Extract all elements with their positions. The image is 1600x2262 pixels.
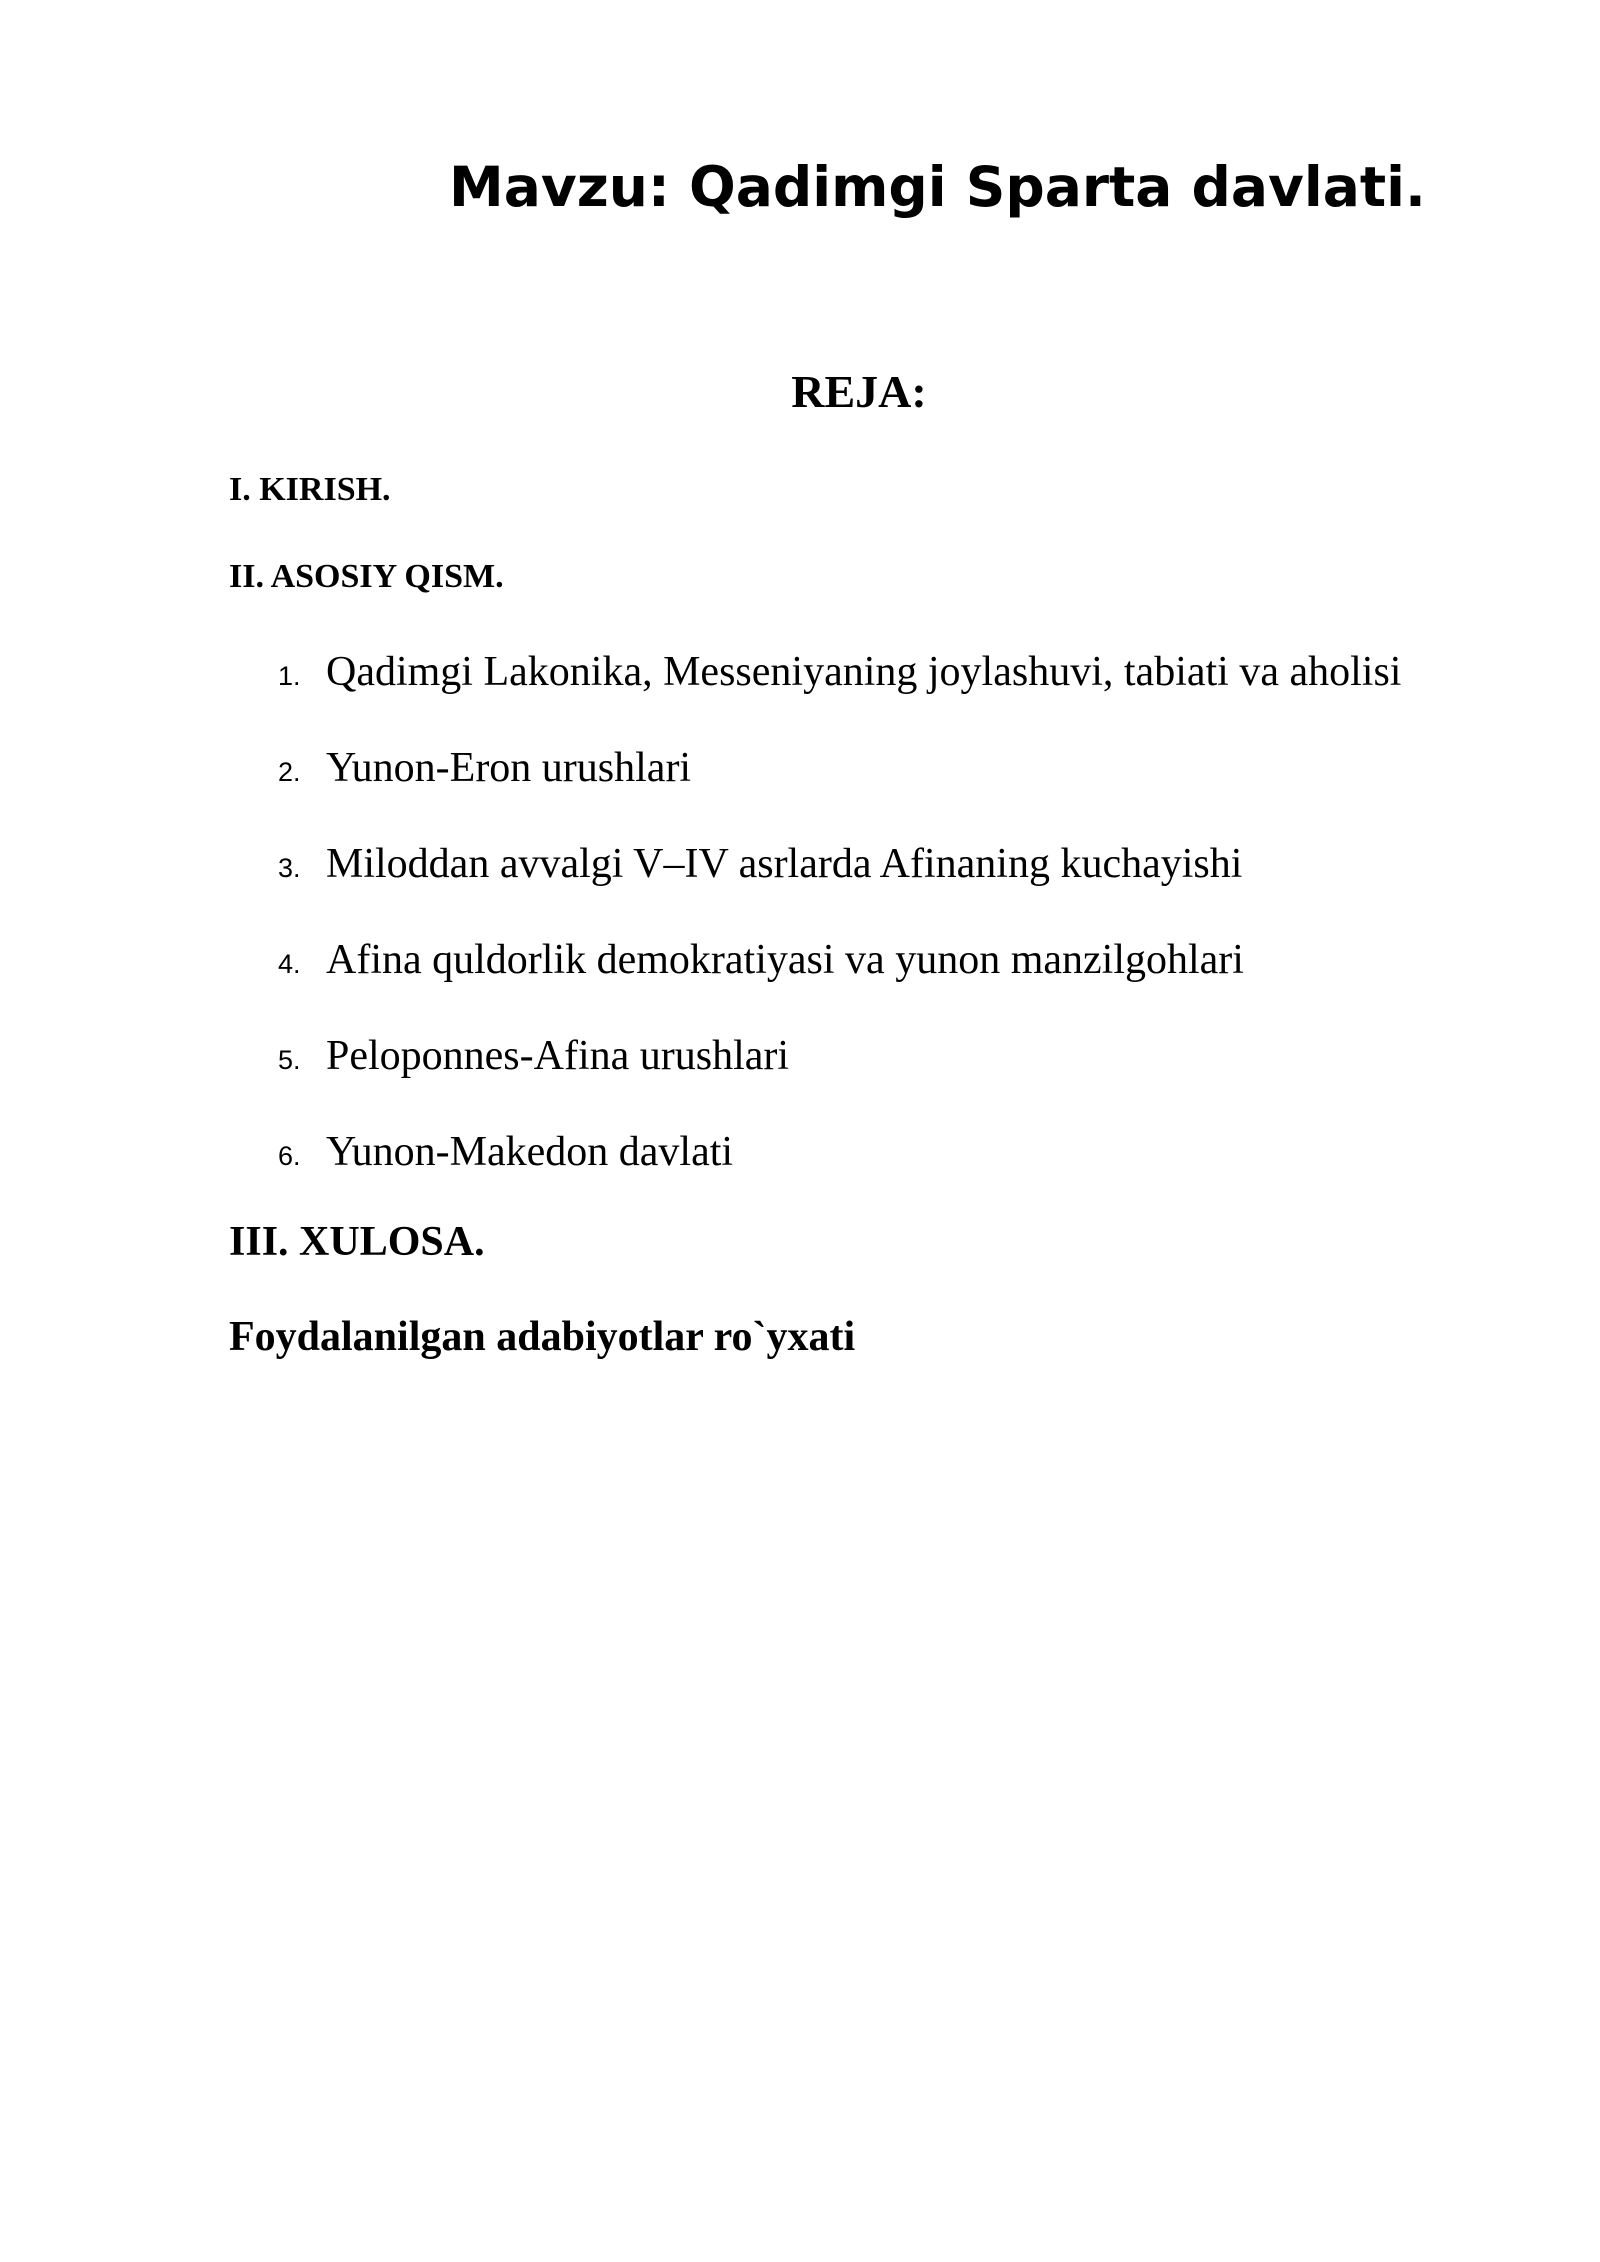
list-number: 6. bbox=[278, 1141, 301, 1171]
list-text: Yunon-Makedon davlati bbox=[326, 1129, 734, 1175]
document-title: Mavzu: Qadimgi Sparta davlati. bbox=[449, 155, 1426, 219]
list-text: Miloddan avvalgi V–IV asrlarda Afinaning kuchayishi bbox=[326, 841, 1243, 887]
list-number: 3. bbox=[278, 853, 301, 883]
list-number: 4. bbox=[278, 949, 301, 979]
section-conclusion: III. XULOSA. bbox=[229, 1219, 485, 1265]
list-text: Qadimgi Lakonika, Messeniyaning joylashuvi, tabiati va aholisi bbox=[326, 649, 1402, 695]
list-number: 5. bbox=[278, 1045, 301, 1075]
list-number: 2. bbox=[278, 757, 301, 787]
plan-heading: REJA: bbox=[791, 366, 927, 417]
section-main: II. ASOSIY QISM. bbox=[229, 558, 504, 595]
section-intro: I. KIRISH. bbox=[229, 471, 391, 508]
section-references: Foydalanilgan adabiyotlar ro`yxati bbox=[229, 1314, 856, 1360]
list-number: 1. bbox=[278, 661, 301, 691]
list-text: Peloponnes-Afina urushlari bbox=[326, 1033, 790, 1079]
list-text: Afina quldorlik demokratiyasi va yunon manzilgohlari bbox=[326, 937, 1244, 983]
list-text: Yunon-Eron urushlari bbox=[326, 745, 692, 791]
